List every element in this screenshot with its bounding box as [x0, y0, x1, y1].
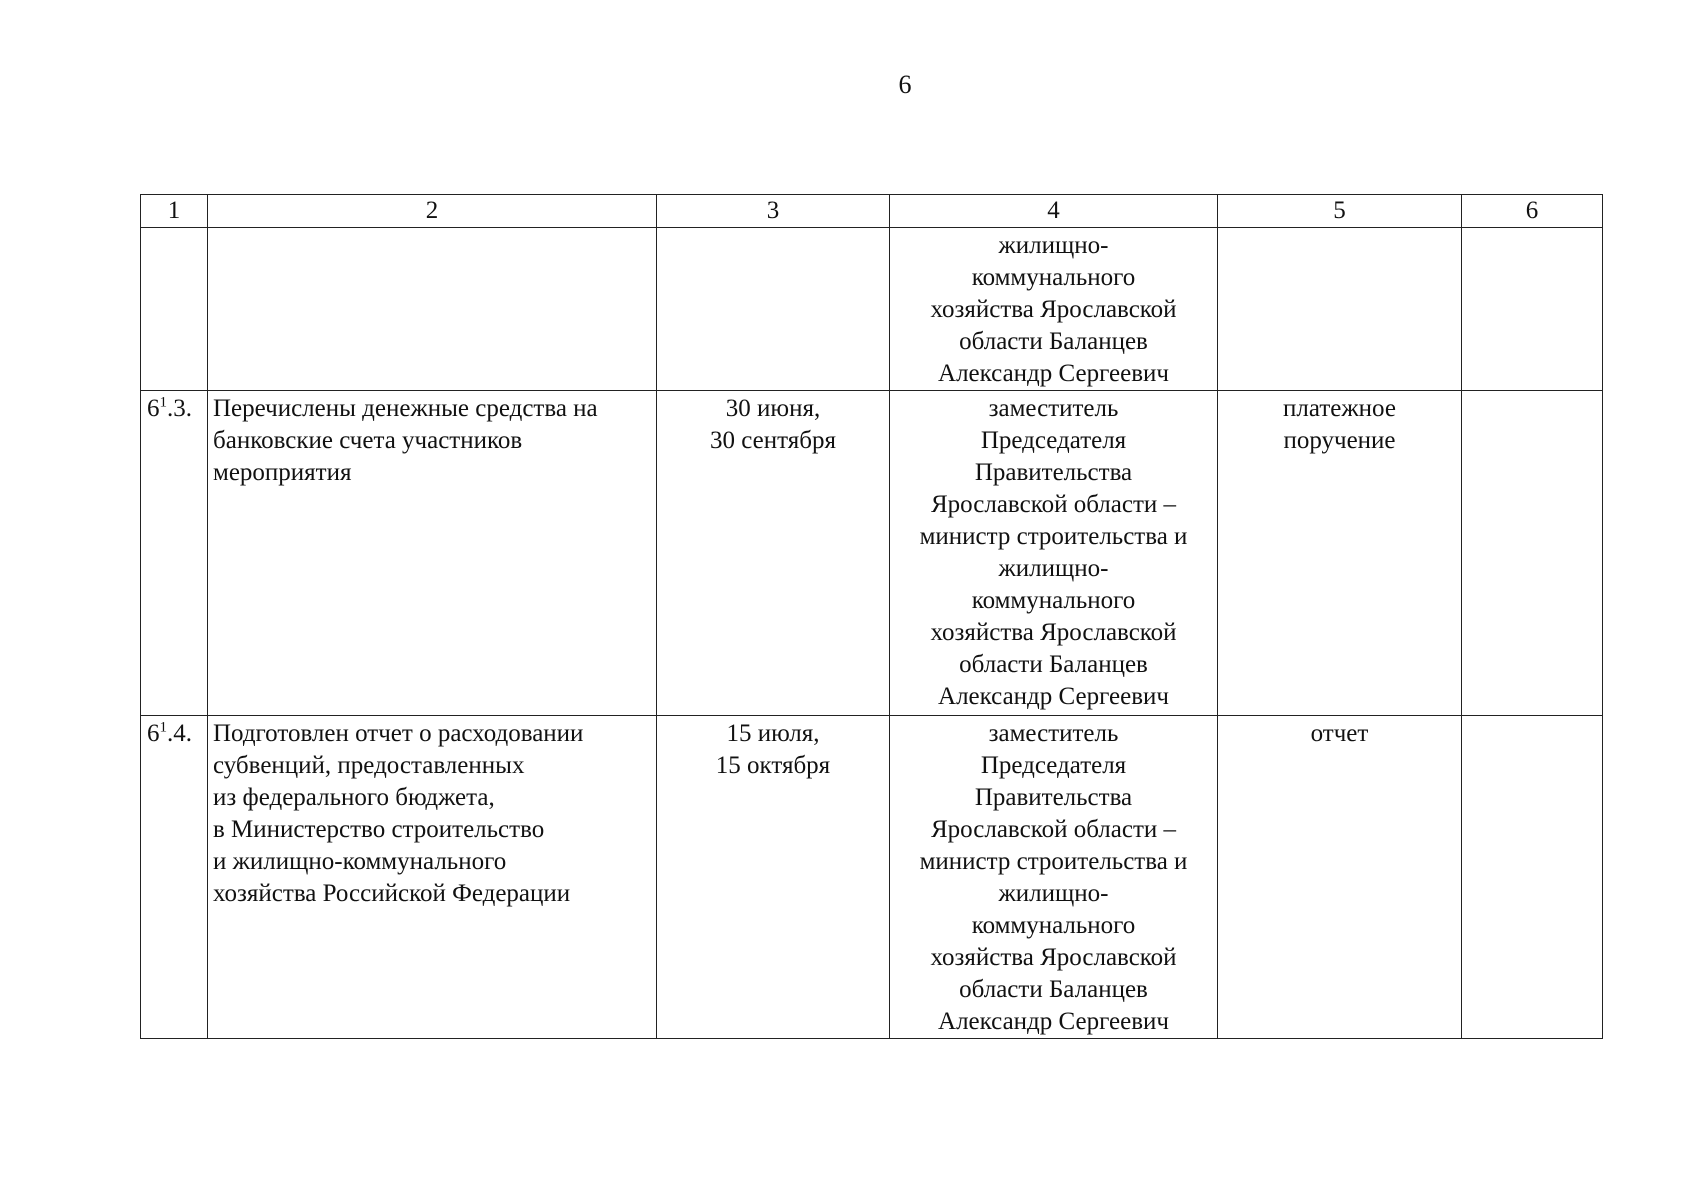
- responsible-text: заместитель Председателя Правительства Ярославской области – министр строительства и жилищно- коммунального хозяйства Ярославской области Баланцев Александр Сергеевич: [919, 720, 1188, 1035]
- row-number-suffix: .3.: [167, 395, 192, 422]
- cell-document: [1218, 228, 1462, 391]
- responsible-text: заместитель Председателя Правительства Ярославской области – министр строительства и жилищно- коммунального хозяйства Ярославской области Баланцев Александр Сергеевич: [919, 395, 1188, 710]
- cell-responsible: [890, 391, 1218, 716]
- document-text: платежное поручение: [1283, 395, 1396, 454]
- cell-event: [208, 391, 657, 716]
- column-header: 1: [141, 195, 208, 228]
- row-number-superscript: 1: [159, 719, 167, 736]
- cell-responsible: [890, 228, 1218, 391]
- table-header-row: [141, 195, 1603, 228]
- cell-document: [1218, 716, 1462, 1039]
- responsible-text: жилищно- коммунального хозяйства Ярославской области Баланцев Александр Сергеевич: [930, 232, 1177, 387]
- column-header: 4: [890, 195, 1218, 228]
- column-header: 3: [657, 195, 890, 228]
- row-number-base: 6: [147, 395, 160, 422]
- column-header: 6: [1462, 195, 1603, 228]
- cell-note: [1462, 391, 1603, 716]
- row-number-suffix: .4.: [167, 720, 192, 747]
- cell-note: [1462, 228, 1603, 391]
- cell-event: [208, 716, 657, 1039]
- table-row: [141, 391, 1603, 716]
- cell-deadline: [657, 391, 890, 716]
- plan-table: [140, 194, 1603, 1039]
- page-number: 6: [898, 70, 912, 99]
- table-row-continuation: [141, 228, 1603, 391]
- cell-responsible: [890, 716, 1218, 1039]
- cell-deadline: [657, 716, 890, 1039]
- cell-deadline: [657, 228, 890, 391]
- cell-event: [208, 228, 657, 391]
- cell-number: [141, 391, 208, 716]
- table-row: [141, 716, 1603, 1039]
- event-text: Перечислены денежные средства на банковские счета участников мероприятия: [213, 395, 598, 486]
- row-number-base: 6: [147, 720, 160, 747]
- cell-document: [1218, 391, 1462, 716]
- deadline-text: 30 июня, 30 сентября: [710, 395, 836, 454]
- event-text: Подготовлен отчет о расходовании субвенций, предоставленных из федерального бюджета, в Министерство строительство и жилищно-коммунального хозяйства Российской Федерации: [213, 720, 584, 907]
- row-number-superscript: 1: [159, 394, 167, 411]
- cell-number: [141, 716, 208, 1039]
- document-text: отчет: [1310, 720, 1369, 747]
- deadline-text: 15 июля, 15 октября: [715, 720, 831, 779]
- cell-number: [141, 228, 208, 391]
- column-header: 5: [1218, 195, 1462, 228]
- column-header: 2: [208, 195, 657, 228]
- cell-note: [1462, 716, 1603, 1039]
